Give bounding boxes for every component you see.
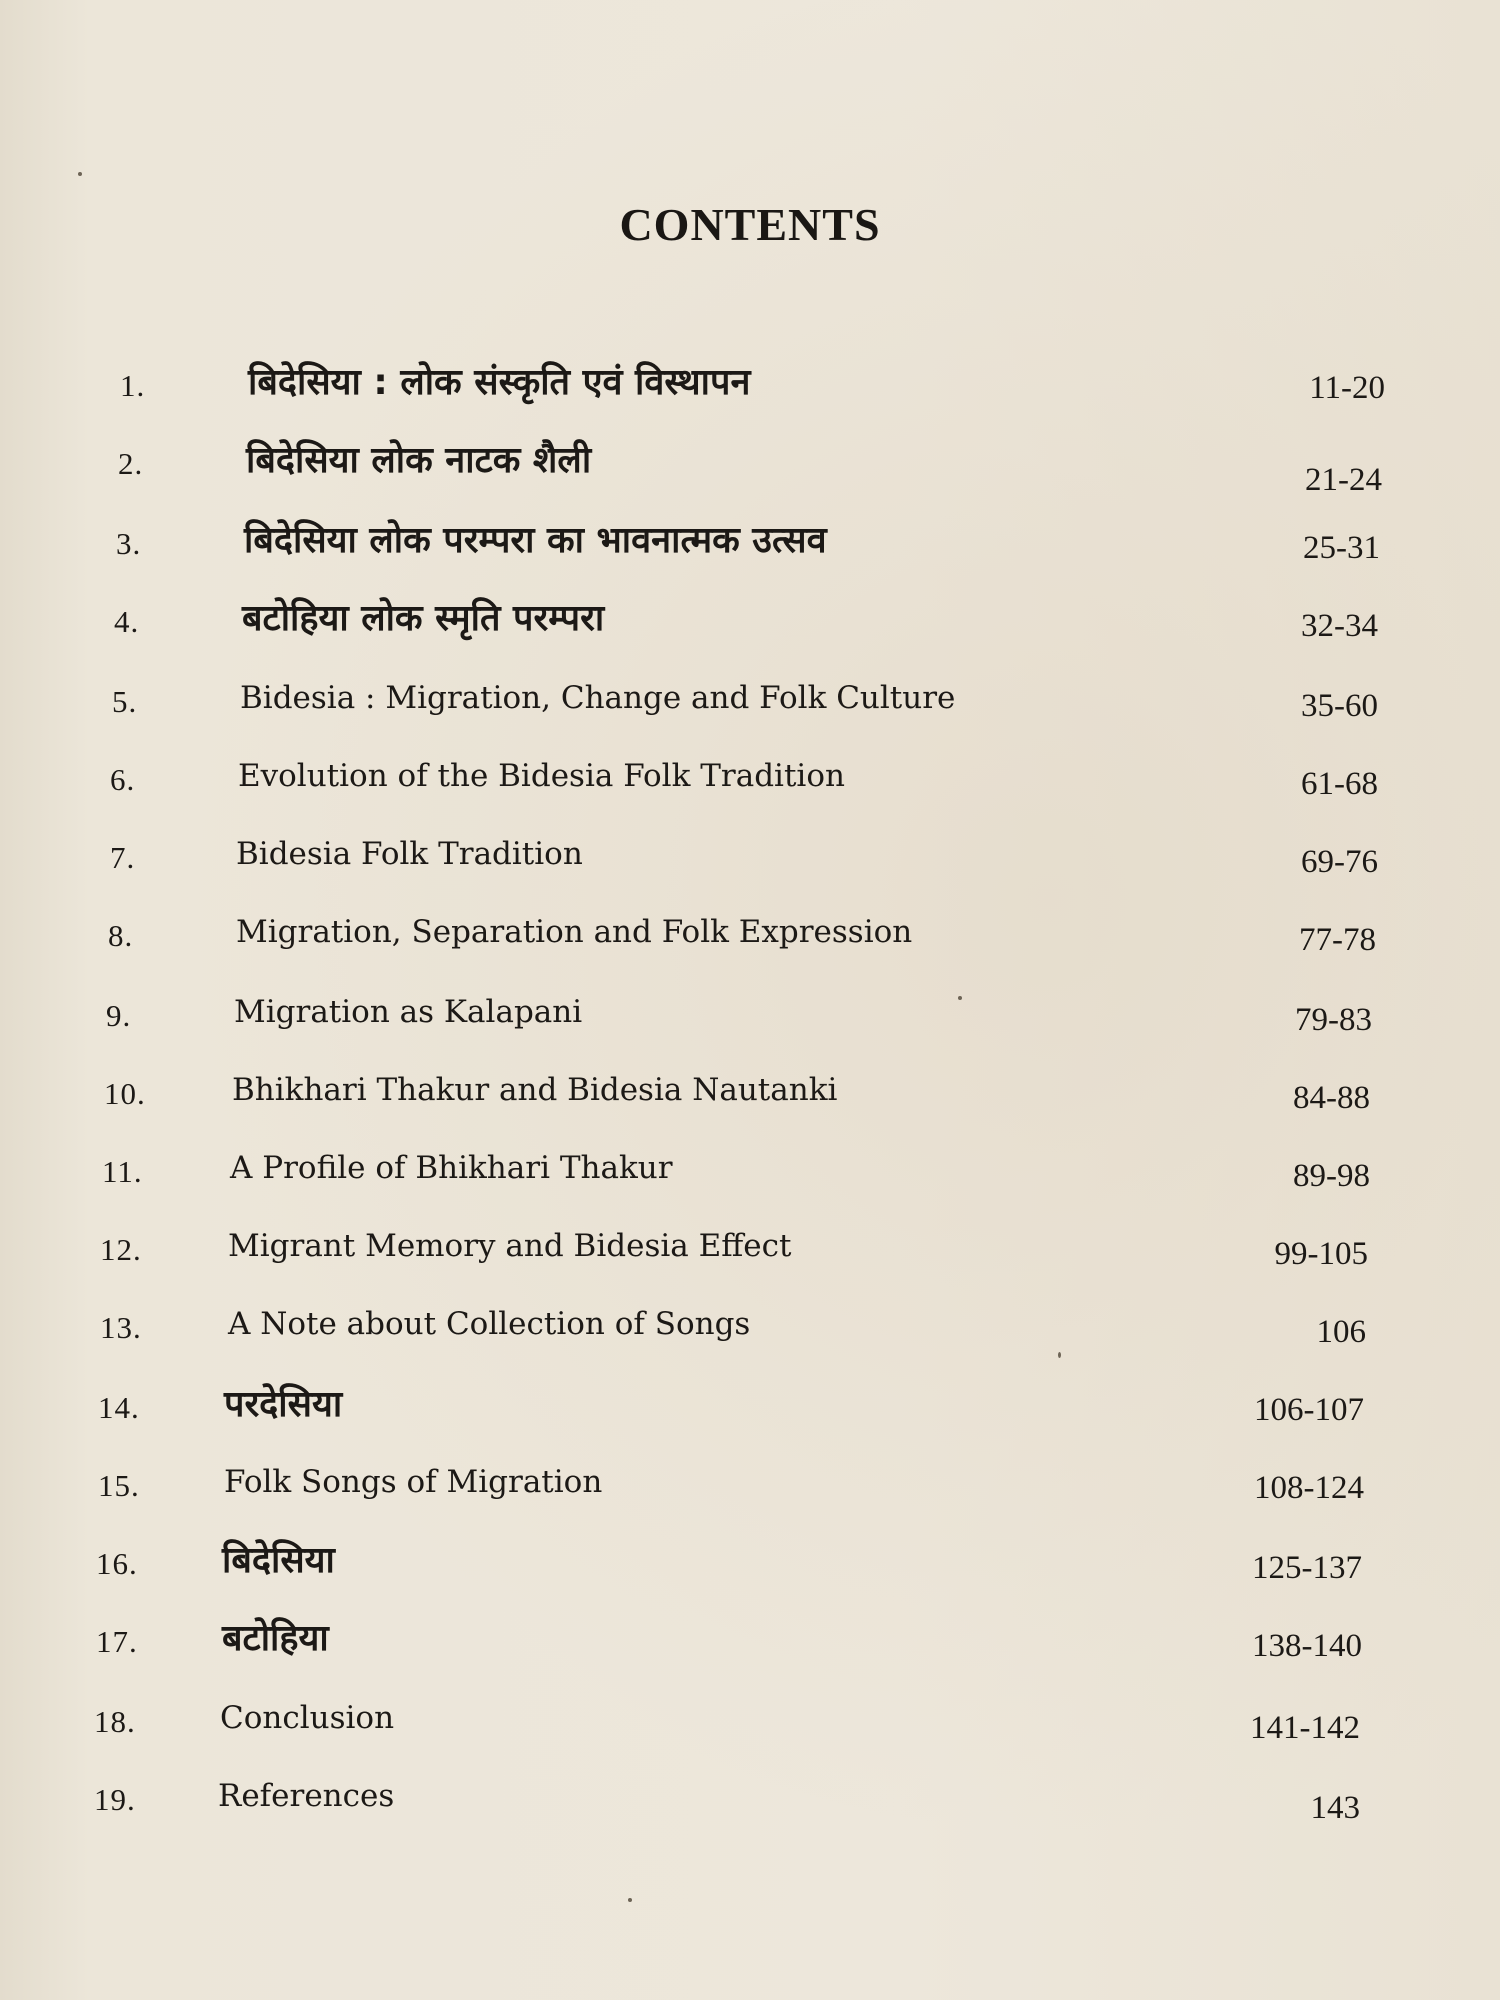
toc-entry-pages: 69-76 xyxy=(1301,844,1378,880)
toc-entry-pages: 77-78 xyxy=(1299,922,1376,958)
toc-entry-title: बटोहिया लोक स्मृति परम्परा xyxy=(242,598,605,639)
toc-entry-pages: 84-88 xyxy=(1293,1080,1370,1116)
toc-entry-number: 5. xyxy=(112,684,138,719)
toc-entry-title: Evolution of the Bidesia Folk Tradition xyxy=(238,758,845,794)
toc-entry-pages: 35-60 xyxy=(1301,688,1378,724)
toc-entry-pages: 21-24 xyxy=(1305,462,1382,498)
toc-entry-pages: 141-142 xyxy=(1250,1710,1360,1746)
toc-entry-number: 3. xyxy=(116,526,142,561)
paper-speck xyxy=(78,172,82,176)
toc-entry-title: A Profile of Bhikhari Thakur xyxy=(230,1150,673,1186)
toc-entry xyxy=(0,1070,1500,1130)
toc-entry-number: 4. xyxy=(114,604,140,639)
toc-entry xyxy=(0,362,1500,422)
paper-speck xyxy=(1058,1352,1061,1358)
toc-entry-pages: 11-20 xyxy=(1309,370,1385,406)
toc-entry-pages: 138-140 xyxy=(1252,1628,1362,1664)
toc-entry-title: Folk Songs of Migration xyxy=(224,1464,603,1500)
toc-entry-title: Migrant Memory and Bidesia Effect xyxy=(228,1228,792,1264)
toc-entry xyxy=(0,1384,1500,1444)
toc-entry xyxy=(0,756,1500,816)
toc-entry-number: 9. xyxy=(106,998,132,1033)
toc-entry-pages: 106-107 xyxy=(1254,1392,1364,1428)
toc-entry xyxy=(0,1148,1500,1208)
toc-entry-number: 8. xyxy=(108,918,134,953)
toc-entry-number: 2. xyxy=(118,446,144,481)
toc-entry-title: बिदेसिया xyxy=(222,1540,335,1581)
toc-entry-pages: 79-83 xyxy=(1295,1002,1372,1038)
toc-entry-title: Migration, Separation and Folk Expression xyxy=(236,914,913,950)
toc-entry xyxy=(0,1776,1500,1836)
toc-entry-title: References xyxy=(218,1778,395,1814)
paper-speck xyxy=(628,1898,632,1902)
toc-entry-number: 19. xyxy=(94,1782,136,1817)
paper-speck xyxy=(958,996,962,1000)
toc-entry-pages: 61-68 xyxy=(1301,766,1378,802)
toc-entry-pages: 143 xyxy=(1310,1790,1360,1826)
toc-entry-pages: 125-137 xyxy=(1252,1550,1362,1586)
toc-entry-number: 16. xyxy=(96,1546,138,1581)
toc-entry xyxy=(0,834,1500,894)
toc-entry-title: Conclusion xyxy=(220,1700,395,1736)
toc-entry-title: परदेसिया xyxy=(224,1384,343,1425)
toc-entry xyxy=(0,520,1500,580)
toc-entry-pages: 106 xyxy=(1316,1314,1366,1350)
toc-entry-pages: 32-34 xyxy=(1301,608,1378,644)
toc-entry-title: बिदेसिया : लोक संस्कृति एवं विस्थापन xyxy=(248,362,751,403)
toc-entry-number: 7. xyxy=(110,840,136,875)
toc-entry xyxy=(0,912,1500,972)
toc-entry-title: Bidesia : Migration, Change and Folk Culture xyxy=(240,680,956,716)
toc-entry-title: बटोहिया xyxy=(222,1618,329,1659)
toc-entry xyxy=(0,678,1500,738)
toc-entry-number: 11. xyxy=(102,1154,143,1189)
toc-entry-pages: 89-98 xyxy=(1293,1158,1370,1194)
toc-entry-number: 13. xyxy=(100,1310,142,1345)
toc-entry-title: Bhikhari Thakur and Bidesia Nautanki xyxy=(232,1072,838,1108)
toc-entry xyxy=(0,1698,1500,1758)
toc-entry xyxy=(0,992,1500,1052)
toc-entry xyxy=(0,1304,1500,1364)
toc-entry-number: 18. xyxy=(94,1704,136,1739)
toc-entry-pages: 108-124 xyxy=(1254,1470,1364,1506)
toc-entry-title: Migration as Kalapani xyxy=(234,994,583,1030)
toc-entry-number: 17. xyxy=(96,1624,138,1659)
toc-entry-title: बिदेसिया लोक नाटक शैली xyxy=(246,440,592,481)
toc-entry xyxy=(0,1540,1500,1600)
toc-entry xyxy=(0,1462,1500,1522)
page-title: CONTENTS xyxy=(619,199,881,250)
toc-entry-number: 14. xyxy=(98,1390,140,1425)
toc-entry-title: A Note about Collection of Songs xyxy=(228,1306,751,1342)
toc-entry-pages: 99-105 xyxy=(1274,1236,1368,1272)
toc-entry xyxy=(0,1618,1500,1678)
toc-entry-title: बिदेसिया लोक परम्परा का भावनात्मक उत्सव xyxy=(244,520,827,561)
toc-entry-number: 10. xyxy=(104,1076,146,1111)
toc-entry xyxy=(0,598,1500,658)
toc-entry-number: 15. xyxy=(98,1468,140,1503)
toc-entry xyxy=(0,440,1500,500)
toc-entry-title: Bidesia Folk Tradition xyxy=(236,836,583,872)
toc-entry xyxy=(0,1226,1500,1286)
toc-entry-number: 6. xyxy=(110,762,136,797)
toc-entry-number: 1. xyxy=(120,368,146,403)
toc-entry-pages: 25-31 xyxy=(1303,530,1380,566)
toc-entry-number: 12. xyxy=(100,1232,142,1267)
